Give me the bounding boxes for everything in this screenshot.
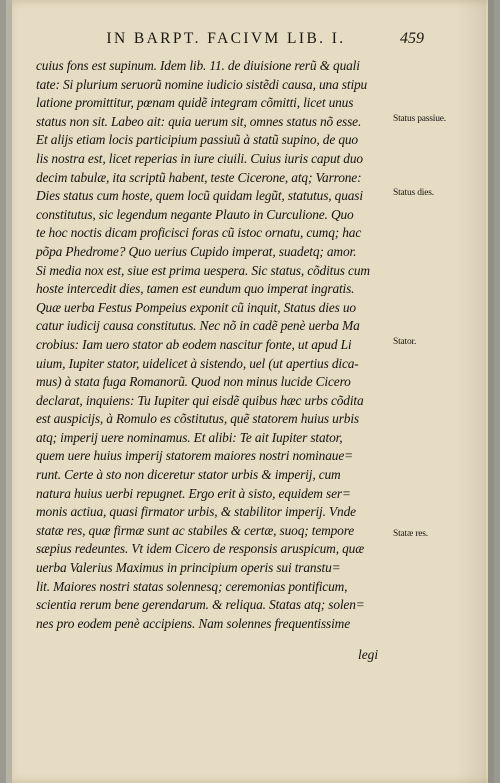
marginal-note: Status passiue. [393,114,446,124]
catchword: legi [358,647,379,662]
text-line: crobius: Iam uero stator ab eodem nascitur fonte, ut apud Li [36,336,352,352]
text-line: constitutus, sic legendum negante Plauto in Curculione. Quo [36,206,354,222]
text-line: monis actiua, quasi firmator urbis, & stabilitor imperij. Vnde [36,504,356,520]
running-head [6,30,464,50]
text-line: natura huius uerbi repugnet. Ergo erit à sisto, equidem ser= [36,485,351,501]
text-line: quem uere huius imperij statorem maiores nostri nominaue= [36,448,354,464]
text-line: catur iudicij causa constitutus. Nec nõ in cadẽ penè uerba Ma [36,318,360,334]
text-line: sæpius redeuntes. Vt idem Cicero de responsis aruspicum, quæ [36,541,364,557]
text-line: Si media nox est, siue est prima uespera. Sic status, cõditus cum [36,262,370,278]
book-page [6,0,494,783]
text-line: declarat, inquiens: Tu Iupiter qui eisdẽ quibus hæc urbs cõdita [36,392,364,408]
text-line: Et alijs etiam locis participium passiuũ à statũ supino, de quo [36,132,358,148]
text-line: te hoc noctis dicam proficisci foras cũ istoc ornatu, cumq; hac [36,225,362,241]
page-edge [488,0,494,783]
text-line: hoste intercedit dies, tamen est eundum quo imperat ingratis. [36,281,355,297]
marginal-note: Status dies. [393,188,434,198]
text-line: runt. Certe à sto non diceretur stator urbis & imperij, cum [36,467,341,483]
text-line: põpa Phedrome? Quo uerius Cupido imperat, suadetq; amor. [36,243,357,259]
page-number: 459 [400,30,424,47]
text-line: statæ res, quæ firmæ sunt ac stabiles & certæ, suoq; tempore [36,522,355,538]
text-line: uerba Valerius Maximus in principium operis sui transtu= [36,560,341,576]
page-gutter [6,0,12,783]
text-line: nes pro eodem penè accipiens. Nam solennes frequentissime [36,615,350,631]
text-line: est auspicijs, à Romulo es cõstitutus, quẽ statorem huius urbis [36,411,359,427]
text-line: lit. Maiores nostri statas solennesq; ceremonias pontificum, [36,578,348,594]
text-line: latione promittitur, pœnam quidẽ integram cõmitti, licet unus [36,95,354,111]
text-line: Dies status cum hoste, quem locũ quidam legũt, statutus, quasi [36,188,363,204]
running-head-title: IN BARPT. FACIVM LIB. I. [106,30,346,47]
text-line: Quæ uerba Festus Pompeius exponit cũ inquit, Status dies uo [36,299,356,315]
marginal-note: Stator. [393,337,417,347]
text-line: mus) à stata fuga Romanorũ. Quod non minus lucide Cicero [36,374,351,390]
text-line: decim tabulæ, ita scriptũ habent, teste Cicerone, atq; Varrone: [36,169,362,185]
text-line: atq; imperij uere nominamus. Et alibi: Te ait Iupiter stator, [36,429,343,445]
text-line: cuius fons est supinum. Idem lib. 11. de diuisione rerũ & quali [36,58,360,73]
text-line: scientia rerum bene gerendarum. & reliqua. Statas atq; solen= [36,597,365,613]
body-text [36,57,396,633]
text-line: tate: Si plurium seruorũ nomine iudicio sistẽdi causa, una stipu [36,76,368,92]
text-line: lis nostra est, licet reperias in iure ciuili. Cuius iuris caput duo [36,150,363,166]
text-line: uium, Iupiter stator, uidelicet à sistendo, uel (ut apertius dica- [36,355,359,371]
marginal-note: Statæ res. [393,529,428,539]
text-line: status non sit. Labeo ait: quia uerum sit, omnes status nõ esse. [36,113,362,129]
page-edge-shadow [456,0,486,783]
